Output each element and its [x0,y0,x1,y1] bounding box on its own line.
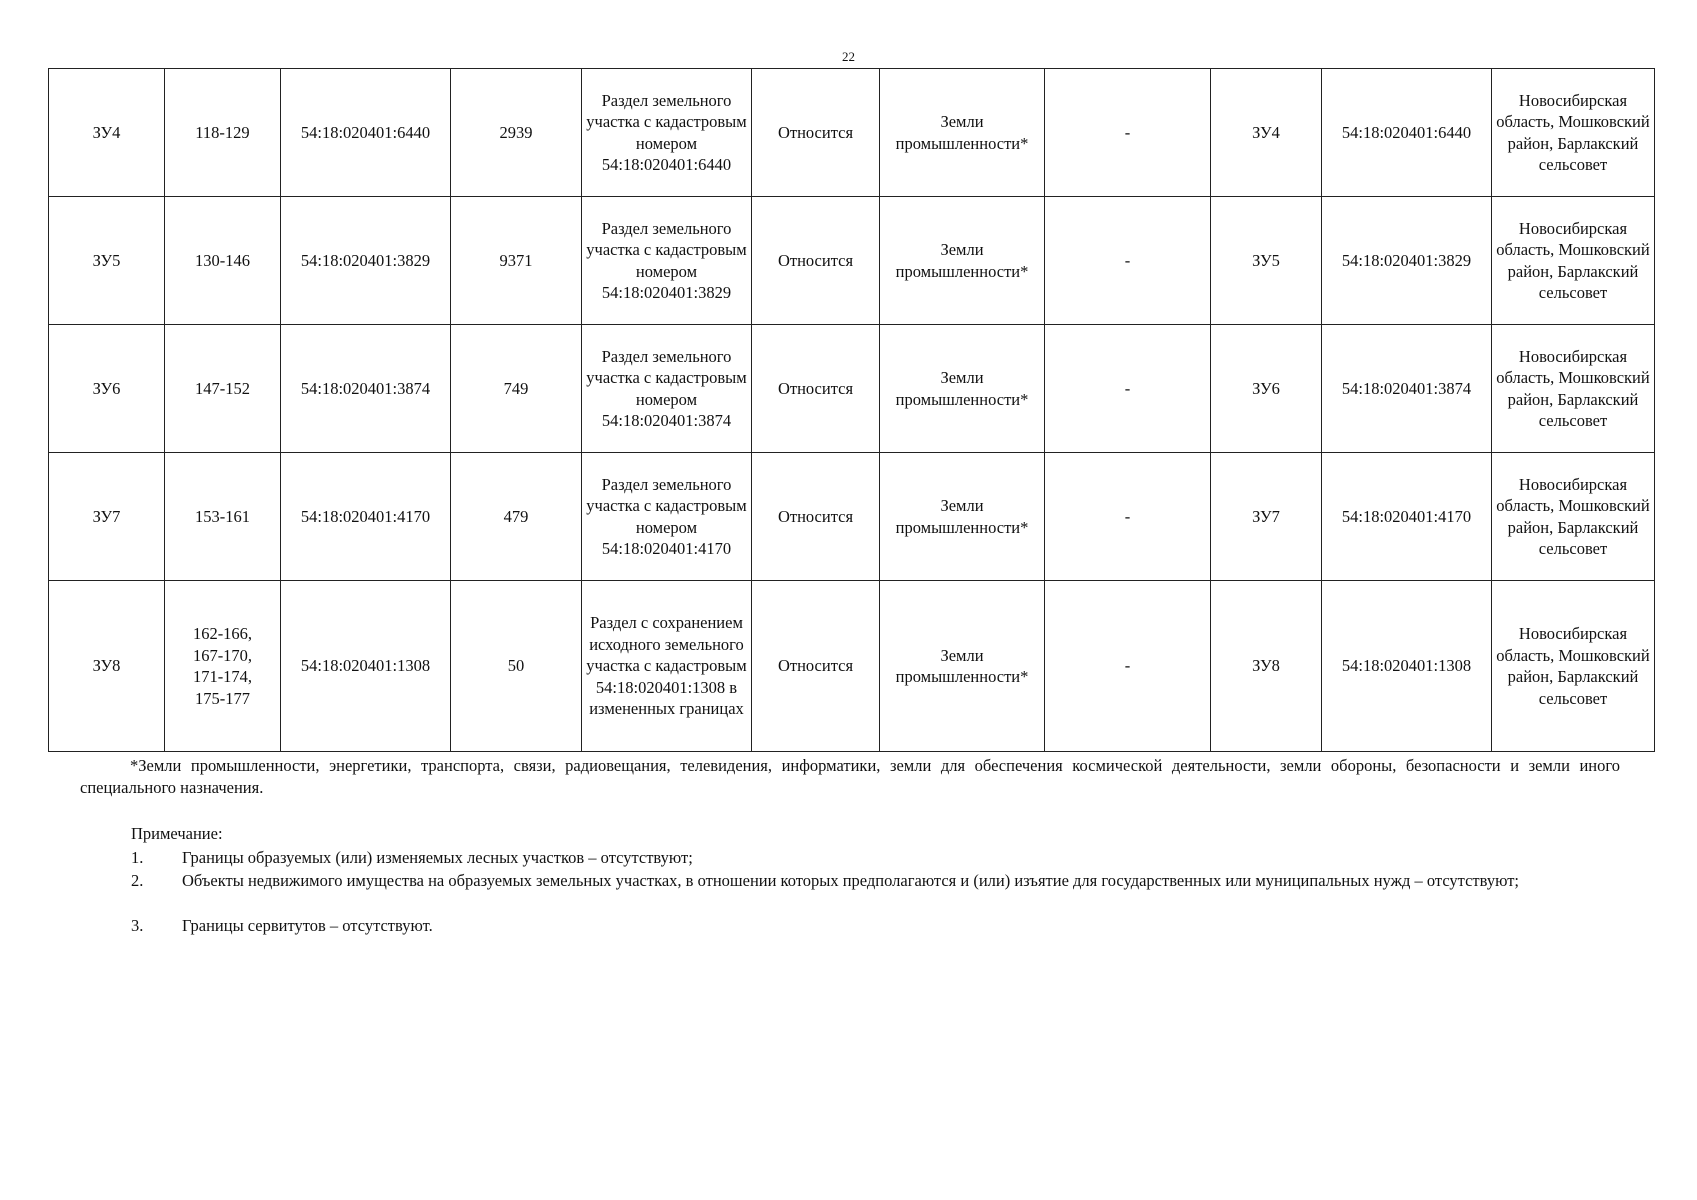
dash-cell: - [1045,325,1211,453]
notes-title: Примечание: [131,824,223,843]
plot-id-cell-2: ЗУ7 [1211,453,1322,581]
plot-id-cell-2: ЗУ4 [1211,69,1322,197]
formation-method-cell: Раздел земельного участка с кадастровым номером 54:18:020401:4170 [582,453,752,581]
page-number: 22 [842,49,855,64]
table-row [49,581,1655,752]
plot-id-cell: ЗУ6 [49,325,165,453]
formation-method-cell: Раздел земельного участка с кадастровым номером 54:18:020401:3874 [582,325,752,453]
formation-method-cell: Раздел земельного участка с кадастровым номером 54:18:020401:6440 [582,69,752,197]
land-plots-table [48,68,1655,752]
dash-cell: - [1045,69,1211,197]
note-item [80,870,1620,892]
dash-cell: - [1045,581,1211,752]
land-category-footnote: *Земли промышленности, энергетики, транспорта, связи, радиовещания, телевидения, информатики, земли для обеспечения космической деятельности, земли обороны, безопасности и земли иного специального назначения. [80,756,1620,797]
formation-method-cell: Раздел земельного участка с кадастровым номером 54:18:020401:3829 [582,197,752,325]
points-cell: 118-129 [165,69,281,197]
cadastral-number-cell-2: 54:18:020401:3829 [1322,197,1492,325]
address-cell: Новосибирская область, Мошковский район, Барлакский сельсовет [1492,197,1655,325]
table-row [49,453,1655,581]
note-number: 3. [131,916,144,935]
plot-id-cell: ЗУ5 [49,197,165,325]
cadastral-number-cell: 54:18:020401:4170 [281,453,451,581]
cadastral-number-cell: 54:18:020401:3829 [281,197,451,325]
area-cell: 9371 [451,197,582,325]
dash-cell: - [1045,197,1211,325]
formation-method-cell: Раздел с сохранением исходного земельного участка с кадастровым 54:18:020401:1308 в измененных границах [582,581,752,752]
points-cell: 153-161 [165,453,281,581]
note-item [80,847,1620,869]
table-row [49,325,1655,453]
plot-id-cell: ЗУ8 [49,581,165,752]
dash-cell: - [1045,453,1211,581]
area-cell: 2939 [451,69,582,197]
note-item [80,915,1620,937]
note-text: Границы образуемых (или) изменяемых лесных участков – отсутствуют; [182,848,693,867]
relation-cell: Относится [752,581,880,752]
plot-id-cell: ЗУ4 [49,69,165,197]
relation-cell: Относится [752,69,880,197]
address-cell: Новосибирская область, Мошковский район, Барлакский сельсовет [1492,325,1655,453]
relation-cell: Относится [752,197,880,325]
area-cell: 50 [451,581,582,752]
land-category-cell: Земли промышленности* [880,453,1045,581]
note-text: Объекты недвижимого имущества на образуемых земельных участках, в отношении которых предполагаются и (или) изъятие для государственных или муниципальных нужд – отсутствуют; [182,871,1519,890]
plot-id-cell-2: ЗУ8 [1211,581,1322,752]
area-cell: 749 [451,325,582,453]
table-row [49,197,1655,325]
note-text: Границы сервитутов – отсутствуют. [182,916,433,935]
cadastral-number-cell: 54:18:020401:6440 [281,69,451,197]
cadastral-number-cell-2: 54:18:020401:3874 [1322,325,1492,453]
table-row [49,69,1655,197]
points-cell: 130-146 [165,197,281,325]
address-cell: Новосибирская область, Мошковский район, Барлакский сельсовет [1492,581,1655,752]
plot-id-cell-2: ЗУ5 [1211,197,1322,325]
relation-cell: Относится [752,453,880,581]
land-category-cell: Земли промышленности* [880,325,1045,453]
land-category-cell: Земли промышленности* [880,581,1045,752]
note-number: 1. [131,848,144,867]
points-cell: 162-166, 167-170, 171-174, 175-177 [165,581,281,752]
note-number: 2. [131,871,144,890]
cadastral-number-cell: 54:18:020401:3874 [281,325,451,453]
plot-id-cell-2: ЗУ6 [1211,325,1322,453]
land-category-cell: Земли промышленности* [880,197,1045,325]
plot-id-cell: ЗУ7 [49,453,165,581]
address-cell: Новосибирская область, Мошковский район, Барлакский сельсовет [1492,69,1655,197]
cadastral-number-cell-2: 54:18:020401:6440 [1322,69,1492,197]
address-cell: Новосибирская область, Мошковский район, Барлакский сельсовет [1492,453,1655,581]
points-cell: 147-152 [165,325,281,453]
relation-cell: Относится [752,325,880,453]
area-cell: 479 [451,453,582,581]
cadastral-number-cell: 54:18:020401:1308 [281,581,451,752]
cadastral-number-cell-2: 54:18:020401:4170 [1322,453,1492,581]
land-category-cell: Земли промышленности* [880,69,1045,197]
cadastral-number-cell-2: 54:18:020401:1308 [1322,581,1492,752]
